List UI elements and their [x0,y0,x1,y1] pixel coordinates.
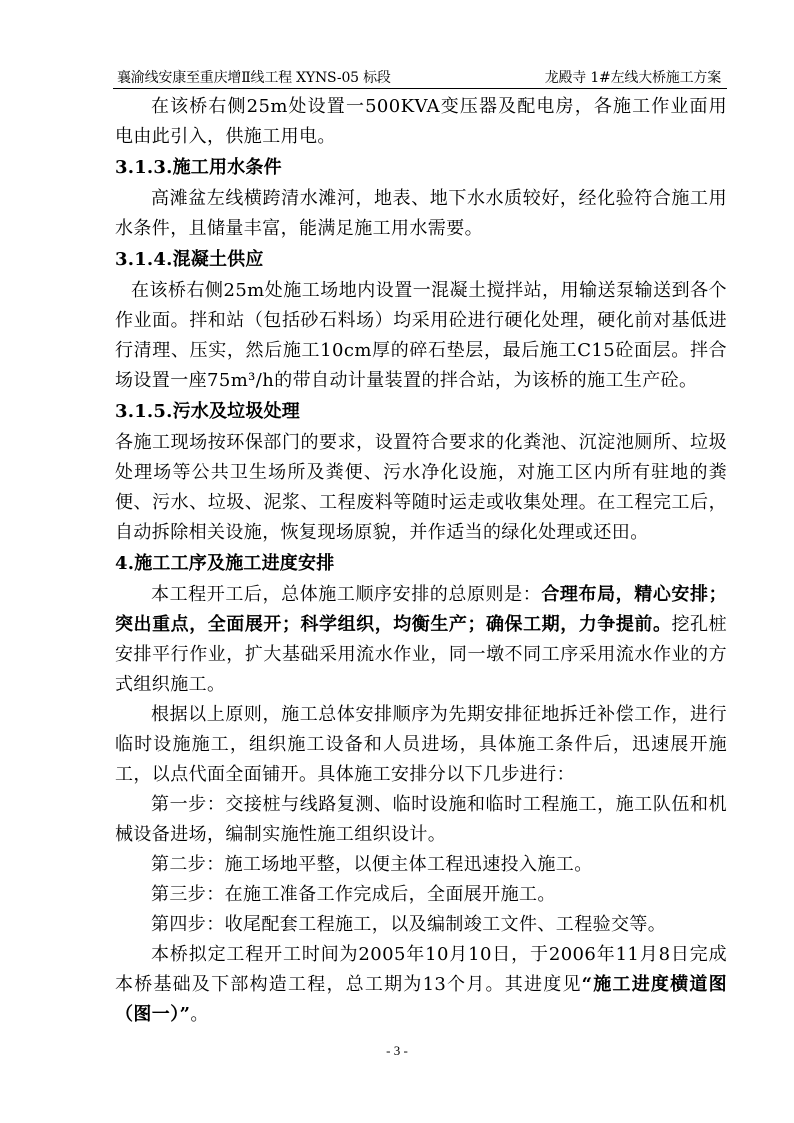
heading-3-1-4: 3.1.4.混凝土供应 [115,249,264,270]
principles-bold: 合理布局，精心安排；突出重点，全面展开；科学组织，均衡生产；确保工期，力争提前。 [115,584,728,635]
paragraph-steps-intro: 根据以上原则，施工总体安排顺序为先期安排征地拆迁补偿工作，进行临时设施施工，组织施工设备和人员进场，具体施工条件后，迅速展开施工，以点代面全面铺开。具体施工安排分以下几步进行： [115,704,727,785]
header-project-title: 襄渝线安康至重庆增Ⅱ线工程 XYNS-05 标段 [117,70,391,86]
paragraph-step-1: 第一步：交接桩与线路复测、临时设施和临时工程施工，施工队伍和机械设备进场，编制实施性施工组织设计。 [115,794,727,845]
principles-intro: 本工程开工后，总体施工顺序安排的总原则是： [151,584,542,605]
header-document-title: 龙殿寺 1#左线大桥施工方案 [544,70,721,86]
paragraph-water-supply: 高滩盆左线横跨清水滩河，地表、地下水水质较好，经化验符合施工用水条件，且储量丰富，能满足施工用水需要。 [115,188,727,239]
paragraph-schedule [115,940,727,1030]
document-body [115,92,727,1030]
page-header [113,62,727,89]
paragraph-step-2: 第二步：施工场地平整，以便主体工程迅速投入施工。 [151,854,593,875]
paragraph-step-3: 第三步：在施工准备工作完成后，全面展开施工。 [151,884,556,905]
heading-3-1-3: 3.1.3.施工用水条件 [115,157,282,178]
paragraph-concrete-supply: 在该桥右侧25m处施工场地内设置一混凝土搅拌站，用输送泵输送到各个作业面。拌和站（包括砂石料场）均采用砼进行硬化处理，硬化前对基低进行清理、压实，然后施工10cm厚的碎石垫层，最后施工C15砼面层。拌合场设置一座75m³/h的带自动计量装置的拌合站，为该桥的施工生产砼。 [115,280,727,391]
paragraph-principles [115,580,727,700]
principles-detail: 挖孔桩安排平行作业，扩大基础采用流水作业，同一墩不同工序采用流水作业的方式组织施工。 [115,614,727,695]
heading-3-1-5: 3.1.5.污水及垃圾处理 [115,401,300,422]
paragraph-waste-treatment: 各施工现场按环保部门的要求，设置符合要求的化粪池、沉淀池厕所、垃圾处理场等公共卫生场所及粪便、污水净化设施，对施工区内所有驻地的粪便、污水、垃圾、泥浆、工程废料等随时运走或收集处理。在工程完工后，自动拆除相关设施，恢复现场原貌，并作适当的绿化处理或还田。 [115,432,727,543]
heading-4: 4.施工工序及施工进度安排 [115,553,335,574]
page-number: - 3 - [386,1043,408,1058]
schedule-end: 。 [190,1004,209,1025]
paragraph-step-4: 第四步：收尾配套工程施工，以及编制竣工文件、工程验交等。 [151,914,667,935]
paragraph-power-supply: 在该桥右侧25m处设置一500KVA变压器及配电房，各施工作业面用电由此引入，供施工用电。 [115,96,727,147]
schedule-chart-reference: “施工进度横道图（图一）” [115,974,727,1025]
schedule-text: 本桥拟定工程开工时间为2005年10月10日，于2006年11月8日完成本桥基础及下部构造工程，总工期为13个月。其进度见 [115,944,727,995]
